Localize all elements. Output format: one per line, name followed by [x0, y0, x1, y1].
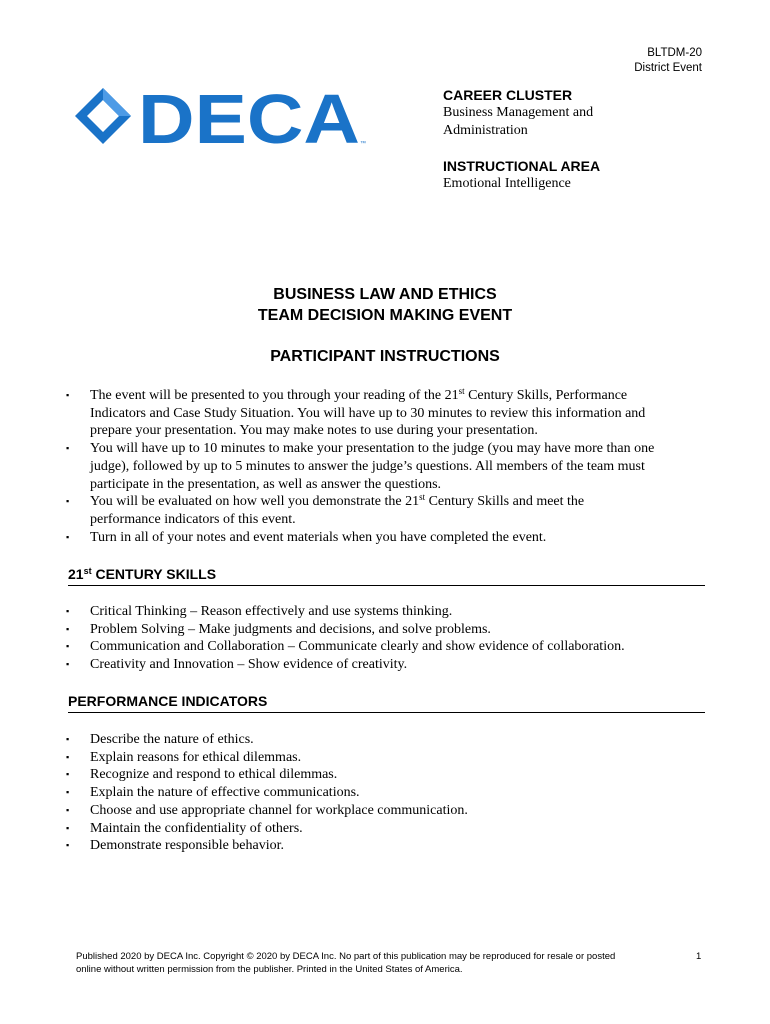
bullet-icon: ▪: [66, 641, 70, 652]
footer-line1: Published 2020 by DECA Inc. Copyright © 2020 by DECA Inc. No part of this publication may be reproduced for resale or posted: [76, 951, 616, 962]
list-item: ▪ Explain the nature of effective communications.: [66, 785, 360, 801]
list-item: ▪ Describe the nature of ethics.: [66, 732, 254, 747]
event-title-line1: BUSINESS LAW AND ETHICS: [273, 286, 497, 303]
list-item: ▪ Critical Thinking – Reason effectively and use systems thinking.: [66, 604, 453, 619]
list-item: ▪ You will be evaluated on how well you demonstrate the 21st Century Skills and meet the performance indicators of this event.: [66, 492, 585, 527]
event-code: BLTDM-20: [647, 47, 702, 59]
instructional-area-label: INSTRUCTIONAL AREA: [443, 158, 601, 174]
copyright-footer: [76, 950, 676, 976]
list-item: ▪ Maintain the confidentiality of others.: [66, 820, 303, 836]
deca-diamond-icon: [75, 88, 131, 144]
bullet-icon: ▪: [66, 734, 70, 744]
performance-indicators-heading: PERFORMANCE INDICATORS: [68, 692, 705, 713]
bullet-icon: ▪: [66, 769, 70, 780]
bullet-icon: ▪: [66, 804, 70, 815]
bullet-icon: ▪: [66, 443, 70, 454]
list-item: ▪ Recognize and respond to ethical dilemmas.: [66, 767, 338, 783]
career-cluster-value-line2: Administration: [443, 123, 528, 138]
instructional-area-value: Emotional Intelligence: [443, 176, 571, 191]
list-item: ▪ Problem Solving – Make judgments and decisions, and solve problems.: [66, 621, 491, 637]
bullet-icon: ▪: [66, 623, 70, 634]
deca-logo: [72, 85, 372, 151]
bullet-icon: ▪: [66, 787, 70, 798]
cluster-info: [443, 86, 723, 193]
bullet-icon: ▪: [66, 531, 70, 542]
list-item: ▪ Communication and Collaboration – Communicate clearly and show evidence of collaboration.: [66, 639, 625, 655]
career-cluster-value-line1: Business Management and: [443, 105, 594, 120]
event-type: District Event: [634, 62, 702, 74]
performance-indicators-list: [66, 731, 706, 855]
career-cluster-label: CAREER CLUSTER: [443, 87, 573, 103]
century-skills-list: [66, 603, 706, 674]
bullet-icon: ▪: [66, 822, 70, 833]
participant-instructions-heading: PARTICIPANT INSTRUCTIONS: [270, 348, 500, 365]
list-item: ▪ Turn in all of your notes and event materials when you have completed the event.: [66, 529, 547, 545]
bullet-icon: ▪: [66, 496, 70, 507]
list-item: ▪ Creativity and Innovation – Show evidence of creativity.: [66, 657, 408, 673]
page-number: 1: [696, 951, 702, 962]
event-title-line2: TEAM DECISION MAKING EVENT: [257, 307, 513, 324]
bullet-icon: ▪: [66, 840, 70, 851]
trademark-symbol: ™: [360, 141, 366, 147]
document-code-block: [634, 46, 702, 76]
bullet-icon: ▪: [66, 606, 70, 616]
bullet-icon: ▪: [66, 751, 70, 762]
instructions-list: [66, 387, 706, 546]
list-item: ▪ Explain reasons for ethical dilemmas.: [66, 749, 302, 765]
bullet-icon: ▪: [66, 659, 70, 670]
list-item: ▪ You will have up to 10 minutes to make your presentation to the judge (you may have more than one judge), followed by up to 5 minutes to answer the judge’s questions. All members of the team must participate in the presentation, as well as answer the questions.: [66, 441, 655, 492]
bullet-icon: ▪: [66, 390, 70, 400]
list-item: ▪ Choose and use appropriate channel for workplace communication.: [66, 802, 468, 818]
event-title: [0, 284, 770, 326]
list-item: ▪ Demonstrate responsible behavior.: [66, 838, 285, 854]
deca-wordmark: DECA: [138, 85, 360, 151]
list-item: ▪ The event will be presented to you through your reading of the 21st Century Skills, Performance Indicators and Case Study Situation. You will have up to 30 minutes to review this information and prepare your presentation. You may make notes to use during your presentation.: [66, 386, 646, 439]
footer-line2: online without written permission from the publisher. Printed in the United States of America.: [76, 964, 463, 975]
century-skills-heading: 21st CENTURY SKILLS: [68, 565, 705, 586]
